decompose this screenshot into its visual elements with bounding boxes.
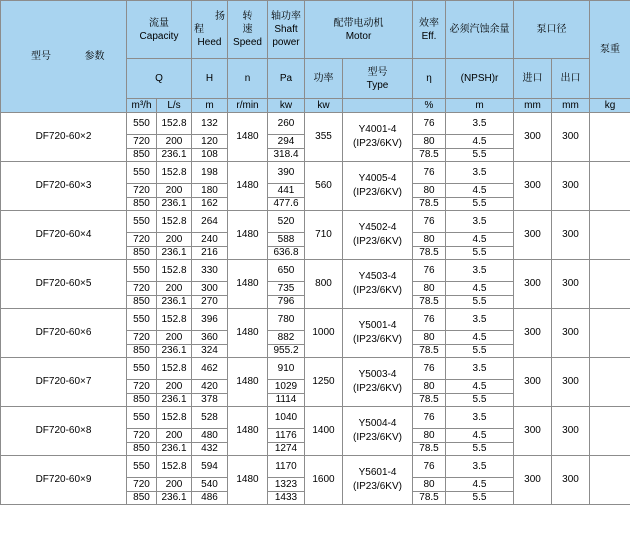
efficiency-cell: 80	[413, 429, 446, 443]
shaft-power-cell: 796	[268, 296, 305, 309]
shaft-power-cell: 1114	[268, 394, 305, 407]
motor-type-cell	[343, 211, 413, 260]
shaft-power-cell: 1029	[268, 380, 305, 394]
q-ls-cell: 200	[157, 184, 192, 198]
motor-en: Motor	[345, 30, 372, 42]
unit-mm-inlet: mm	[514, 99, 552, 113]
speed-en: Speed	[233, 37, 262, 48]
shaft-en-2: power	[272, 37, 300, 48]
head-cell: 270	[192, 296, 228, 309]
model-cell: DF720-60×9	[1, 456, 127, 505]
npsh-cell: 3.5	[446, 211, 514, 233]
outlet-cell: 300	[552, 113, 590, 162]
shaft-power-cell: 1433	[268, 492, 305, 505]
q-m3h-cell: 550	[127, 309, 157, 331]
model-cell: DF720-60×6	[1, 309, 127, 358]
head-cell: 216	[192, 247, 228, 260]
shaft-power-cell: 1274	[268, 443, 305, 456]
q-m3h-cell: 850	[127, 296, 157, 309]
shaft-cn: 轴功率	[271, 11, 301, 22]
head-en: Heed	[197, 37, 222, 48]
head-cell: 396	[192, 309, 228, 331]
motor-type-model: Y4005-4	[358, 173, 397, 184]
efficiency-cell: 80	[413, 233, 446, 247]
unit-rmin: r/min	[228, 99, 268, 113]
q-ls-cell: 200	[157, 380, 192, 394]
motor-type-rating: (IP23/6KV)	[353, 236, 402, 247]
q-ls-cell: 152.8	[157, 309, 192, 331]
motor-type-rating: (IP23/6KV)	[353, 138, 402, 149]
motor-power-cell: 1250	[305, 358, 343, 407]
shaft-power-cell: 780	[268, 309, 305, 331]
motor-type-model: Y5001-4	[358, 320, 397, 331]
speed-cn-1: 转	[242, 11, 253, 22]
unit-mm-outlet: mm	[552, 99, 590, 113]
weight-cell	[590, 407, 630, 456]
q-ls-cell: 152.8	[157, 211, 192, 233]
table-row	[1, 211, 630, 233]
q-m3h-cell: 550	[127, 407, 157, 429]
motor-type-cell	[343, 113, 413, 162]
speed-header	[228, 1, 268, 59]
unit-m: m	[192, 99, 228, 113]
npsh-cell: 5.5	[446, 492, 514, 505]
speed-cn-2: 速	[242, 24, 253, 35]
head-cell: 480	[192, 429, 228, 443]
speed-cell: 1480	[228, 260, 268, 309]
speed-cell: 1480	[228, 162, 268, 211]
npsh-header: 必须汽蚀余量	[446, 1, 514, 59]
q-m3h-cell: 850	[127, 247, 157, 260]
head-cell: 108	[192, 149, 228, 162]
shaft-power-cell: 955.2	[268, 345, 305, 358]
motor-power-cell: 710	[305, 211, 343, 260]
q-m3h-cell: 720	[127, 184, 157, 198]
model-cell: DF720-60×5	[1, 260, 127, 309]
motor-type-cell	[343, 358, 413, 407]
head-header	[192, 1, 228, 59]
shaft-power-cell: 1176	[268, 429, 305, 443]
shaft-power-cell: 294	[268, 135, 305, 149]
q-m3h-cell: 850	[127, 198, 157, 211]
eff-en: Eff.	[421, 30, 437, 42]
head-cell: 360	[192, 331, 228, 345]
q-m3h-cell: 550	[127, 162, 157, 184]
motor-type-rating: (IP23/6KV)	[353, 334, 402, 345]
q-ls-cell: 236.1	[157, 149, 192, 162]
inlet-header: 进口	[514, 59, 552, 99]
outlet-cell: 300	[552, 162, 590, 211]
inlet-cell: 300	[514, 162, 552, 211]
h-header: H	[192, 59, 228, 99]
unit-type-blank	[343, 99, 413, 113]
q-ls-cell: 236.1	[157, 345, 192, 358]
q-ls-cell: 152.8	[157, 162, 192, 184]
motor-type-model: Y4001-4	[358, 124, 397, 135]
unit-kw-motor: kw	[305, 99, 343, 113]
efficiency-cell: 76	[413, 456, 446, 478]
motor-type-rating: (IP23/6KV)	[353, 187, 402, 198]
npsh-cell: 3.5	[446, 309, 514, 331]
npsh-cell: 3.5	[446, 407, 514, 429]
outlet-cell: 300	[552, 309, 590, 358]
capacity-header	[127, 1, 192, 59]
head-cell: 594	[192, 456, 228, 478]
weight-cell	[590, 211, 630, 260]
shaft-power-cell: 390	[268, 162, 305, 184]
head-cell: 132	[192, 113, 228, 135]
q-ls-cell: 236.1	[157, 247, 192, 260]
efficiency-cell: 78.5	[413, 296, 446, 309]
type-cn: 型号	[367, 66, 388, 78]
q-m3h-cell: 850	[127, 345, 157, 358]
eff-header	[413, 1, 446, 59]
shaft-power-cell: 260	[268, 113, 305, 135]
motor-type-cell	[343, 260, 413, 309]
npsh-cell: 4.5	[446, 184, 514, 198]
motor-header	[305, 1, 413, 59]
efficiency-cell: 78.5	[413, 492, 446, 505]
inlet-cell: 300	[514, 456, 552, 505]
shaft-header	[268, 1, 305, 59]
q-m3h-cell: 720	[127, 233, 157, 247]
q-m3h-cell: 720	[127, 282, 157, 296]
n-header: n	[228, 59, 268, 99]
head-cell: 240	[192, 233, 228, 247]
shaft-power-cell: 910	[268, 358, 305, 380]
npsh-cell: 4.5	[446, 135, 514, 149]
q-ls-cell: 152.8	[157, 113, 192, 135]
q-ls-cell: 152.8	[157, 260, 192, 282]
q-m3h-cell: 720	[127, 429, 157, 443]
speed-cell: 1480	[228, 211, 268, 260]
npsh-cell: 4.5	[446, 331, 514, 345]
shaft-power-cell: 735	[268, 282, 305, 296]
weight-cell	[590, 456, 630, 505]
unit-pct: %	[413, 99, 446, 113]
motor-power-cell: 1000	[305, 309, 343, 358]
shaft-power-cell: 477.6	[268, 198, 305, 211]
motor-type-model: Y4503-4	[358, 271, 397, 282]
efficiency-cell: 80	[413, 184, 446, 198]
efficiency-cell: 76	[413, 309, 446, 331]
head-cell: 378	[192, 394, 228, 407]
motor-cn: 配带电动机	[333, 17, 384, 29]
eta-header: η	[413, 59, 446, 99]
weight-cell	[590, 260, 630, 309]
efficiency-cell: 80	[413, 282, 446, 296]
speed-cell: 1480	[228, 113, 268, 162]
outlet-cell: 300	[552, 260, 590, 309]
q-m3h-cell: 850	[127, 394, 157, 407]
shaft-en-1: Shaft	[274, 24, 298, 35]
table-row	[1, 309, 630, 331]
motor-power-cell: 560	[305, 162, 343, 211]
efficiency-cell: 80	[413, 478, 446, 492]
shaft-power-cell: 441	[268, 184, 305, 198]
motor-power-cell: 800	[305, 260, 343, 309]
npsh-en-header: (NPSH)r	[446, 59, 514, 99]
q-ls-cell: 236.1	[157, 198, 192, 211]
q-m3h-cell: 550	[127, 260, 157, 282]
speed-cell: 1480	[228, 309, 268, 358]
type-en: Type	[366, 79, 389, 91]
npsh-cell: 5.5	[446, 394, 514, 407]
motor-type-rating: (IP23/6KV)	[353, 432, 402, 443]
outlet-cell: 300	[552, 211, 590, 260]
q-m3h-cell: 720	[127, 135, 157, 149]
motor-type-cell	[343, 456, 413, 505]
q-ls-cell: 236.1	[157, 296, 192, 309]
q-ls-cell: 200	[157, 331, 192, 345]
weight-cell	[590, 309, 630, 358]
efficiency-cell: 78.5	[413, 345, 446, 358]
shaft-power-cell: 650	[268, 260, 305, 282]
motor-type-model: Y5003-4	[358, 369, 397, 380]
speed-cell: 1480	[228, 358, 268, 407]
outlet-cell: 300	[552, 407, 590, 456]
motor-power-cell: 1400	[305, 407, 343, 456]
inlet-cell: 300	[514, 260, 552, 309]
efficiency-cell: 80	[413, 380, 446, 394]
q-m3h-cell: 550	[127, 358, 157, 380]
q-ls-cell: 200	[157, 282, 192, 296]
npsh-cell: 4.5	[446, 429, 514, 443]
motor-type-model: Y4502-4	[358, 222, 397, 233]
q-ls-cell: 152.8	[157, 456, 192, 478]
model-cell: DF720-60×2	[1, 113, 127, 162]
motor-type-cell	[343, 162, 413, 211]
power-header: 功率	[305, 59, 343, 99]
outlet-header: 出口	[552, 59, 590, 99]
shaft-power-cell: 520	[268, 211, 305, 233]
q-m3h-cell: 550	[127, 113, 157, 135]
shaft-power-cell: 1323	[268, 478, 305, 492]
q-ls-cell: 200	[157, 233, 192, 247]
model-header-label: 型号	[31, 50, 51, 62]
model-cell: DF720-60×3	[1, 162, 127, 211]
capacity-en: Capacity	[139, 30, 179, 42]
efficiency-cell: 76	[413, 358, 446, 380]
motor-power-cell: 1600	[305, 456, 343, 505]
motor-type-model: Y5601-4	[358, 467, 397, 478]
q-ls-cell: 236.1	[157, 394, 192, 407]
efficiency-cell: 78.5	[413, 149, 446, 162]
table-row	[1, 260, 630, 282]
npsh-cell: 4.5	[446, 233, 514, 247]
head-cn-2: 程	[194, 24, 204, 35]
weight-header: 泵重	[590, 1, 630, 99]
head-cn-1: 扬	[215, 11, 225, 22]
npsh-cell: 4.5	[446, 380, 514, 394]
table-row	[1, 162, 630, 184]
unit-m-npsh: m	[446, 99, 514, 113]
motor-type-rating: (IP23/6KV)	[353, 481, 402, 492]
head-cell: 432	[192, 443, 228, 456]
motor-type-rating: (IP23/6KV)	[353, 383, 402, 394]
q-m3h-cell: 550	[127, 456, 157, 478]
q-header: Q	[127, 59, 192, 99]
unit-kw: kw	[268, 99, 305, 113]
efficiency-cell: 78.5	[413, 443, 446, 456]
efficiency-cell: 78.5	[413, 247, 446, 260]
unit-kg: kg	[590, 99, 630, 113]
head-cell: 324	[192, 345, 228, 358]
model-cell: DF720-60×4	[1, 211, 127, 260]
npsh-cell: 3.5	[446, 456, 514, 478]
table-row	[1, 456, 630, 478]
efficiency-cell: 80	[413, 135, 446, 149]
motor-power-cell: 355	[305, 113, 343, 162]
type-header	[343, 59, 413, 99]
outlet-cell: 300	[552, 456, 590, 505]
pipe-header: 泵口径	[514, 1, 590, 59]
speed-cell: 1480	[228, 407, 268, 456]
inlet-cell: 300	[514, 211, 552, 260]
head-cell: 462	[192, 358, 228, 380]
efficiency-cell: 76	[413, 162, 446, 184]
head-cell: 300	[192, 282, 228, 296]
shaft-power-cell: 636.8	[268, 247, 305, 260]
head-cell: 420	[192, 380, 228, 394]
q-ls-cell: 236.1	[157, 443, 192, 456]
head-cell: 120	[192, 135, 228, 149]
shaft-power-cell: 1170	[268, 456, 305, 478]
efficiency-cell: 76	[413, 407, 446, 429]
inlet-cell: 300	[514, 407, 552, 456]
q-ls-cell: 200	[157, 135, 192, 149]
table-row	[1, 407, 630, 429]
speed-cell: 1480	[228, 456, 268, 505]
weight-cell	[590, 358, 630, 407]
npsh-cell: 3.5	[446, 162, 514, 184]
q-ls-cell: 200	[157, 429, 192, 443]
model-cell: DF720-60×8	[1, 407, 127, 456]
efficiency-cell: 76	[413, 211, 446, 233]
weight-cell	[590, 162, 630, 211]
head-cell: 528	[192, 407, 228, 429]
npsh-cell: 4.5	[446, 282, 514, 296]
model-cell: DF720-60×7	[1, 358, 127, 407]
q-m3h-cell: 850	[127, 443, 157, 456]
shaft-power-cell: 318.4	[268, 149, 305, 162]
efficiency-cell: 76	[413, 113, 446, 135]
unit-ls: L/s	[157, 99, 192, 113]
eff-cn: 效率	[419, 17, 439, 29]
efficiency-cell: 78.5	[413, 198, 446, 211]
q-m3h-cell: 850	[127, 149, 157, 162]
npsh-cell: 3.5	[446, 113, 514, 135]
param-header-label: 参数	[84, 50, 105, 62]
head-cell: 330	[192, 260, 228, 282]
efficiency-cell: 80	[413, 331, 446, 345]
npsh-cell: 5.5	[446, 247, 514, 260]
table-row	[1, 358, 630, 380]
q-ls-cell: 200	[157, 478, 192, 492]
npsh-cell: 5.5	[446, 149, 514, 162]
inlet-cell: 300	[514, 113, 552, 162]
q-ls-cell: 236.1	[157, 492, 192, 505]
weight-cell	[590, 113, 630, 162]
npsh-cell: 5.5	[446, 198, 514, 211]
q-m3h-cell: 720	[127, 478, 157, 492]
pa-header: Pa	[268, 59, 305, 99]
inlet-cell: 300	[514, 358, 552, 407]
q-m3h-cell: 720	[127, 380, 157, 394]
capacity-cn: 流量	[149, 17, 169, 29]
q-m3h-cell: 720	[127, 331, 157, 345]
efficiency-cell: 76	[413, 260, 446, 282]
q-ls-cell: 152.8	[157, 358, 192, 380]
shaft-power-cell: 882	[268, 331, 305, 345]
head-cell: 180	[192, 184, 228, 198]
head-cell: 486	[192, 492, 228, 505]
npsh-cell: 5.5	[446, 443, 514, 456]
motor-type-cell	[343, 309, 413, 358]
shaft-power-cell: 588	[268, 233, 305, 247]
head-cell: 162	[192, 198, 228, 211]
head-cell: 264	[192, 211, 228, 233]
motor-type-model: Y5004-4	[358, 418, 397, 429]
npsh-cell: 3.5	[446, 260, 514, 282]
model-param-header	[1, 1, 127, 113]
npsh-cell: 5.5	[446, 345, 514, 358]
shaft-power-cell: 1040	[268, 407, 305, 429]
motor-type-rating: (IP23/6KV)	[353, 285, 402, 296]
q-m3h-cell: 850	[127, 492, 157, 505]
npsh-cell: 4.5	[446, 478, 514, 492]
npsh-cell: 3.5	[446, 358, 514, 380]
head-cell: 540	[192, 478, 228, 492]
motor-type-cell	[343, 407, 413, 456]
efficiency-cell: 78.5	[413, 394, 446, 407]
q-m3h-cell: 550	[127, 211, 157, 233]
npsh-cell: 5.5	[446, 296, 514, 309]
inlet-cell: 300	[514, 309, 552, 358]
outlet-cell: 300	[552, 358, 590, 407]
head-cell: 198	[192, 162, 228, 184]
table-row	[1, 113, 630, 135]
unit-m3h: m³/h	[127, 99, 157, 113]
q-ls-cell: 152.8	[157, 407, 192, 429]
